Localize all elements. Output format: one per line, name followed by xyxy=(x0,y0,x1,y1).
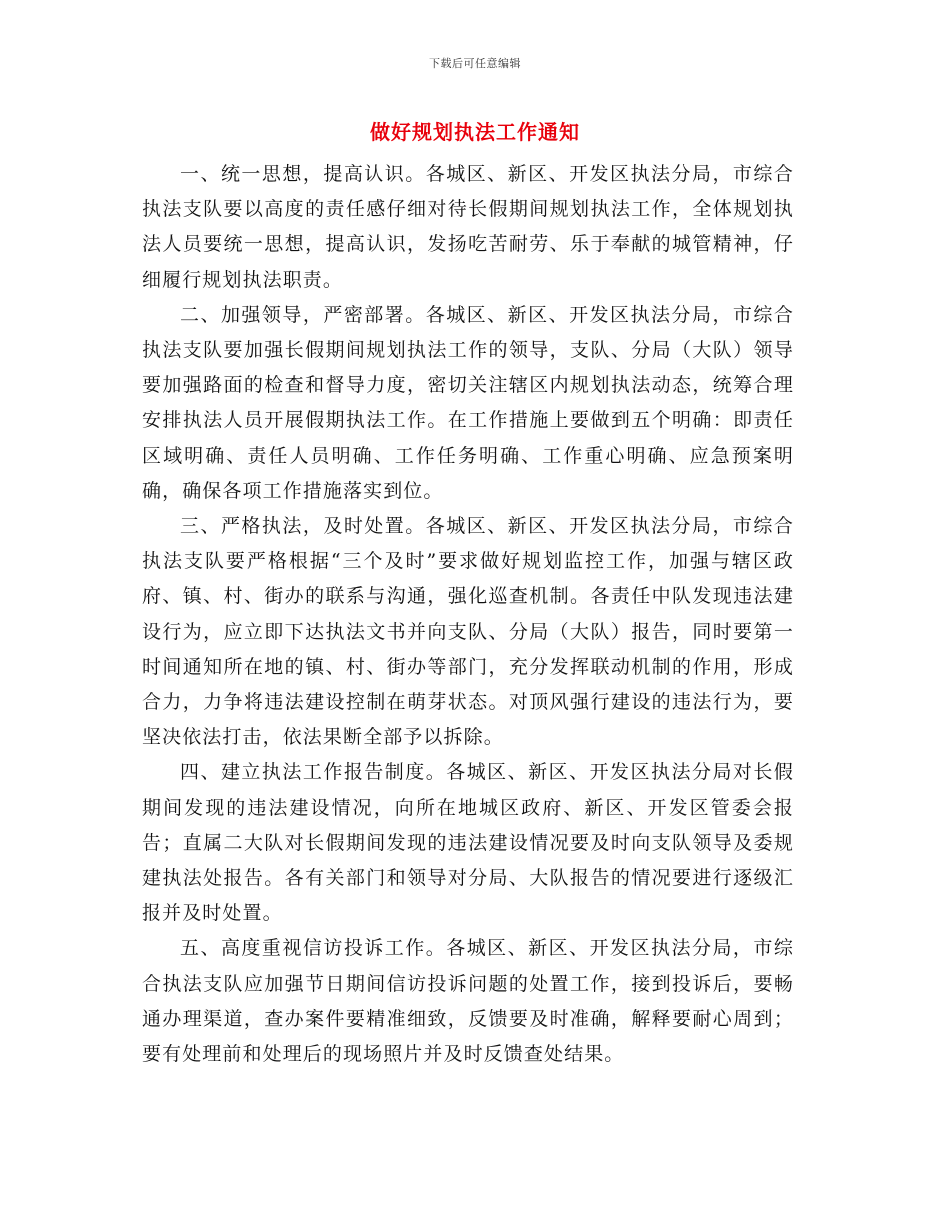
paragraph-5: 五、高度重视信访投诉工作。各城区、新区、开发区执法分局，市综合执法支队应加强节日期间信访投诉问题的处置工作，接到投诉后，要畅通办理渠道，查办案件要精准细致，反馈要及时准确，解释要耐心周到；要有处理前和处理后的现场照片并及时反馈查处结果。 xyxy=(142,937,794,1066)
paragraph-1: 一、统一思想，提高认识。各城区、新区、开发区执法分局，市综合执法支队要以高度的责任感仔细对待长假期间规划执法工作，全体规划执法人员要统一思想，提高认识，发扬吃苦耐劳、乐于奉献的城管精神，仔细履行规划执法职责。 xyxy=(142,163,794,291)
header-note: 下载后可任意编辑 xyxy=(429,57,521,70)
paragraph-3: 三、严格执法，及时处置。各城区、新区、开发区执法分局，市综合执法支队要严格根据“三个及时”要求做好规划监控工作，加强与辖区政府、镇、村、街办的联系与沟通，强化巡查机制。各责任中队发现违法建设行为，应立即下达执法文书并向支队、分局（大队）报告，同时要第一时间通知所在地的镇、村、街办等部门，充分发挥联动机制的作用，形成合力，力争将违法建设控制在萌芽状态。对顶风强行建设的违法行为，要坚决依法打击，依法果断全部予以拆除。 xyxy=(142,515,794,749)
paragraph-2: 二、加强领导，严密部署。各城区、新区、开发区执法分局，市综合执法支队要加强长假期间规划执法工作的领导，支队、分局（大队）领导要加强路面的检查和督导力度，密切关注辖区内规划执法动态，统筹合理安排执法人员开展假期执法工作。在工作措施上要做到五个明确：即责任区域明确、责任人员明确、工作任务明确、工作重心明确、应急预案明确，确保各项工作措施落实到位。 xyxy=(142,303,794,502)
document-title: 做好规划执法工作通知 xyxy=(370,120,580,144)
document-body xyxy=(142,157,794,1072)
paragraph-4: 四、建立执法工作报告制度。各城区、新区、开发区执法分局对长假期间发现的违法建设情况，向所在地城区政府、新区、开发区管委会报告；直属二大队对长假期间发现的违法建设情况要及时向支队领导及委规建执法处报告。各有关部门和领导对分局、大队报告的情况要进行逐级汇报并及时处置。 xyxy=(142,761,794,925)
